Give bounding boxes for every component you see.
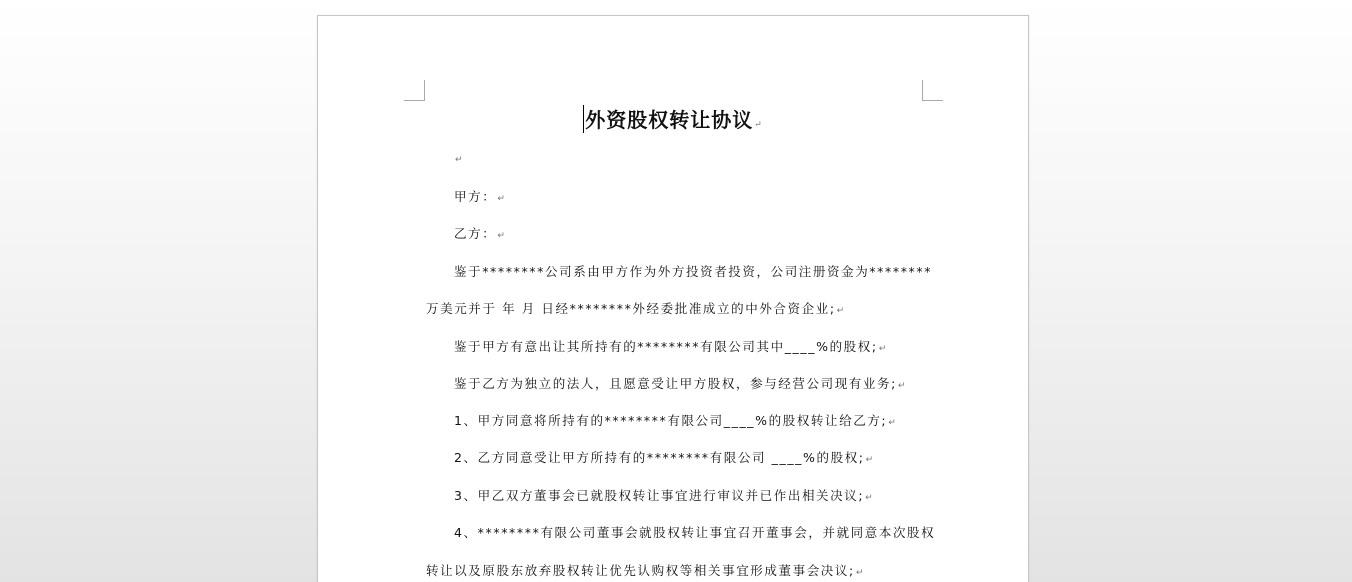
recital-3-line[interactable] — [454, 374, 905, 392]
clause-2-line[interactable] — [454, 448, 873, 466]
paragraph-mark-icon: ↵ — [878, 344, 887, 354]
paragraph-mark-icon: ↵ — [855, 568, 864, 578]
line-text: 转让以及原股东放弃股权转让优先认购权等相关事宜形成董事会决议; — [426, 563, 855, 578]
clause-4-line-1[interactable] — [454, 523, 935, 541]
document-title[interactable] — [318, 104, 1028, 133]
line-text: 4、********有限公司董事会就股权转让事宜召开董事会，并就同意本次股权 — [454, 525, 936, 540]
line-text: 1、甲方同意将所持有的********有限公司____%的股权转让给乙方; — [454, 413, 888, 428]
clause-1-line[interactable] — [454, 411, 896, 429]
line-text: 甲方： — [454, 189, 497, 204]
recital-1-line-2[interactable] — [426, 299, 844, 317]
margin-corner-top-left — [404, 80, 425, 101]
recital-1-line-1[interactable] — [454, 262, 932, 280]
margin-corner-top-right — [922, 80, 943, 101]
paragraph-mark-icon: ↵ — [888, 418, 896, 428]
paragraph-mark-icon: ↵ — [455, 155, 463, 165]
clause-4-line-2[interactable] — [426, 561, 863, 579]
paragraph-mark-icon: ↵ — [497, 231, 505, 241]
paragraph-mark-icon: ↵ — [754, 120, 763, 130]
line-text: 鉴于乙方为独立的法人，且愿意受让甲方股权，参与经营公司现有业务; — [454, 376, 897, 391]
party-a-line[interactable] — [454, 187, 505, 205]
paragraph-mark-icon: ↵ — [865, 493, 873, 503]
party-b-line[interactable] — [454, 224, 505, 242]
recital-2-line[interactable] — [454, 337, 886, 355]
paragraph-mark-icon: ↵ — [865, 455, 874, 465]
paragraph-mark-icon: ↵ — [497, 194, 505, 204]
body-line-empty[interactable] — [454, 150, 463, 165]
line-text: 万美元并于 年 月 日经********外经委批准成立的中外合资企业; — [426, 301, 836, 316]
paragraph-mark-icon: ↵ — [836, 306, 845, 316]
document-page[interactable] — [317, 15, 1029, 582]
document-title-text: 外资股权转让协议 — [585, 108, 754, 132]
line-text: 乙方： — [454, 226, 497, 241]
paragraph-mark-icon: ↵ — [897, 381, 906, 391]
line-text: 2、乙方同意受让甲方所持有的********有限公司 ____%的股权; — [454, 450, 865, 465]
line-text: 鉴于甲方有意出让其所持有的********有限公司其中____%的股权; — [454, 339, 878, 354]
line-text: 鉴于********公司系由甲方作为外方投资者投资，公司注册资金为******** — [454, 264, 933, 279]
clause-3-line[interactable] — [454, 486, 873, 504]
line-text: 3、甲乙双方董事会已就股权转让事宜进行审议并已作出相关决议; — [454, 488, 865, 503]
